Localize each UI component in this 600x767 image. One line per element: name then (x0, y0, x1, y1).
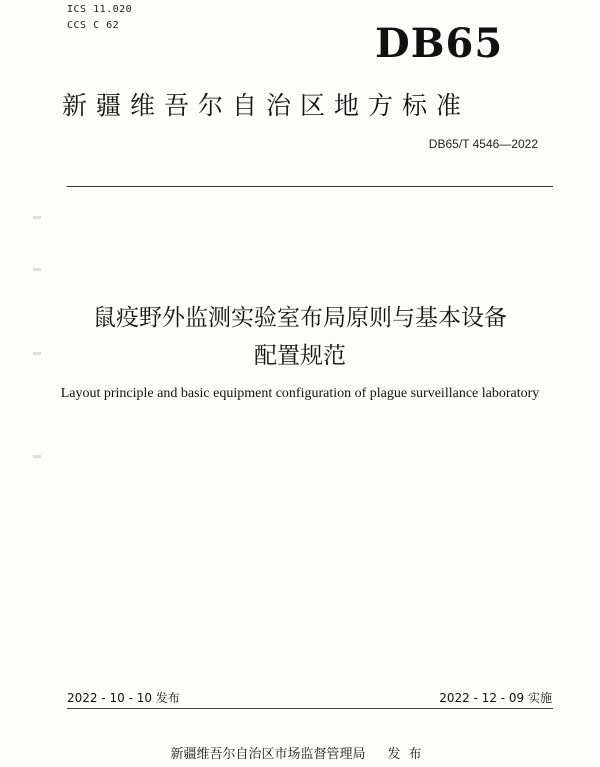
publisher-action: 发布 (387, 747, 430, 762)
scan-artifact (33, 455, 41, 458)
ccs-code: CCS C 62 (67, 20, 120, 31)
ics-code: ICS 11.020 (67, 4, 133, 15)
standard-code: DB65/T 4546—2022 (428, 137, 538, 151)
standard-type-heading: 新疆维吾尔自治区地方标准 (62, 91, 471, 120)
publisher-line (0, 743, 600, 762)
title-chinese-line-1: 鼠疫野外监测实验室布局原则与基本设备 (93, 305, 507, 331)
publisher-name: 新疆维吾尔自治区市场监督管理局 (170, 747, 366, 762)
scan-artifact (33, 268, 41, 271)
issue-date: 2022 - 10 - 10 发布 (67, 691, 180, 705)
db-logo: DB65 (375, 20, 504, 67)
header-divider (67, 186, 553, 187)
implementation-date: 2022 - 12 - 09 实施 (439, 691, 552, 705)
title-english: Layout principle and basic equipment configuration of plague surveillance laboratory (60, 386, 540, 401)
title-chinese-line-2: 配置规范 (254, 343, 346, 369)
footer-divider (67, 708, 553, 709)
scan-artifact (33, 216, 41, 219)
